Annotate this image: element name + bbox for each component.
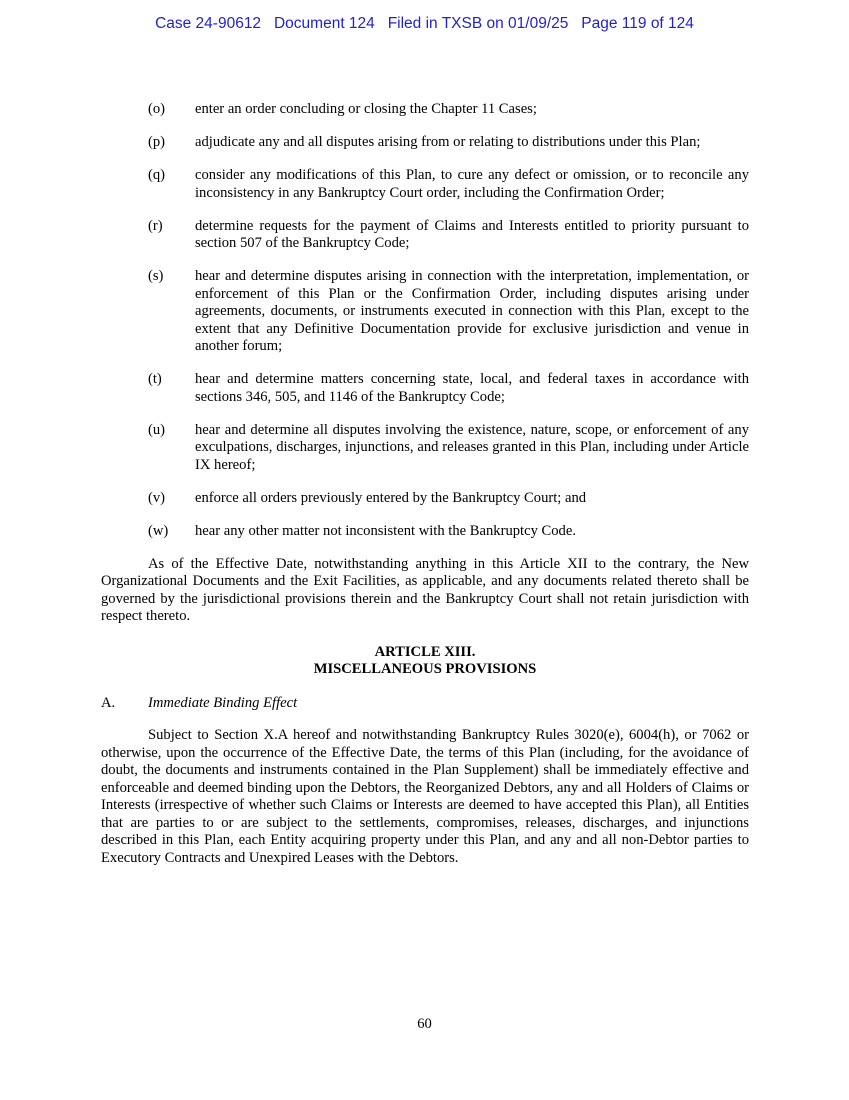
section-heading xyxy=(101,695,749,713)
list-item xyxy=(101,134,749,152)
item-label: (t) xyxy=(148,371,162,387)
item-label: (w) xyxy=(148,522,169,539)
list-item xyxy=(101,523,749,541)
list-item xyxy=(101,218,749,253)
item-label: (s) xyxy=(148,268,164,284)
item-text: consider any modifications of this Plan, to cure any defect or omission, or to reconcile any inconsistency in any Bankruptcy Court order, including the Confirmation Order; xyxy=(195,167,749,201)
list-item xyxy=(101,371,749,406)
item-label: (r) xyxy=(148,217,163,234)
list-item xyxy=(101,268,749,356)
article-heading xyxy=(101,644,749,679)
case-header: Case 24-90612 Document 124 Filed in TXSB on 01/09/25 Page 119 of 124 xyxy=(155,15,694,32)
item-text: hear and determine matters concerning state, local, and federal taxes in accordance with sections 346, 505, and 1146 of the Bankruptcy Code; xyxy=(195,371,749,405)
item-text: hear and determine all disputes involving the existence, nature, scope, or enforcement of any exculpations, discharges, injunctions, and releases granted in this Plan, including under Article IX hereof; xyxy=(195,421,749,473)
item-label: (o) xyxy=(148,101,166,117)
list-item xyxy=(101,167,749,202)
list-item xyxy=(101,101,749,119)
item-label: (v) xyxy=(148,489,166,506)
item-label: (p) xyxy=(148,134,166,150)
article-number: ARTICLE XIII. xyxy=(374,643,476,660)
item-text: hear and determine disputes arising in connection with the interpretation, implementation, or enforcement of this Plan or the Confirmation Order, including disputes arising under agreements, documents, or instruments executed in connection with this Plan, except to the extent that any Definitive Documentation provide for exclusive jurisdiction and venue in another forum; xyxy=(195,268,749,354)
section-title: Immediate Binding Effect xyxy=(148,694,298,711)
item-label: (u) xyxy=(148,421,166,438)
page-number: 60 xyxy=(417,1016,432,1032)
list-item xyxy=(101,422,749,475)
item-label: (q) xyxy=(148,167,166,183)
list-item xyxy=(101,490,749,508)
closing-paragraph: As of the Effective Date, notwithstanding anything in this Article XII to the contrary, the New Organizational Documents and the Exit Facilities, as applicable, and any documents related thereto shall be governed by the jurisdictional provisions therein and the Bankruptcy Court shall not retain jurisdiction with respect thereto. xyxy=(101,555,749,624)
item-text: hear any other matter not inconsistent with the Bankruptcy Code. xyxy=(195,522,576,539)
section-letter: A. xyxy=(101,694,116,711)
item-text: adjudicate any and all disputes arising from or relating to distributions under this Plan; xyxy=(195,134,701,150)
section-body: Subject to Section X.A hereof and notwithstanding Bankruptcy Rules 3020(e), 6004(h), or 7062 or otherwise, upon the occurrence of the Effective Date, the terms of this Plan (including, for the avoidance of doubt, the documents and instruments contained in the Plan Supplement) shall be immediately effective and enforceable and deemed binding upon the Debtors, the Reorganized Debtors, any and all Holders of Claims or Interests (irrespective of whether such Claims or Interests are deemed to have accepted this Plan), all Entities that are parties to or are subject to the settlements, compromises, releases, discharges, and injunctions described in this Plan, each Entity acquiring property under this Plan, and any and all non-Debtor parties to Executory Contracts and Unexpired Leases with the Debtors. xyxy=(101,727,749,866)
item-text: enter an order concluding or closing the Chapter 11 Cases; xyxy=(195,101,537,117)
item-text: determine requests for the payment of Claims and Interests entitled to priority pursuant to section 507 of the Bankruptcy Code; xyxy=(195,217,749,251)
page-content xyxy=(101,101,749,882)
article-title: MISCELLANEOUS PROVISIONS xyxy=(313,661,537,677)
item-text: enforce all orders previously entered by the Bankruptcy Court; and xyxy=(195,489,587,506)
